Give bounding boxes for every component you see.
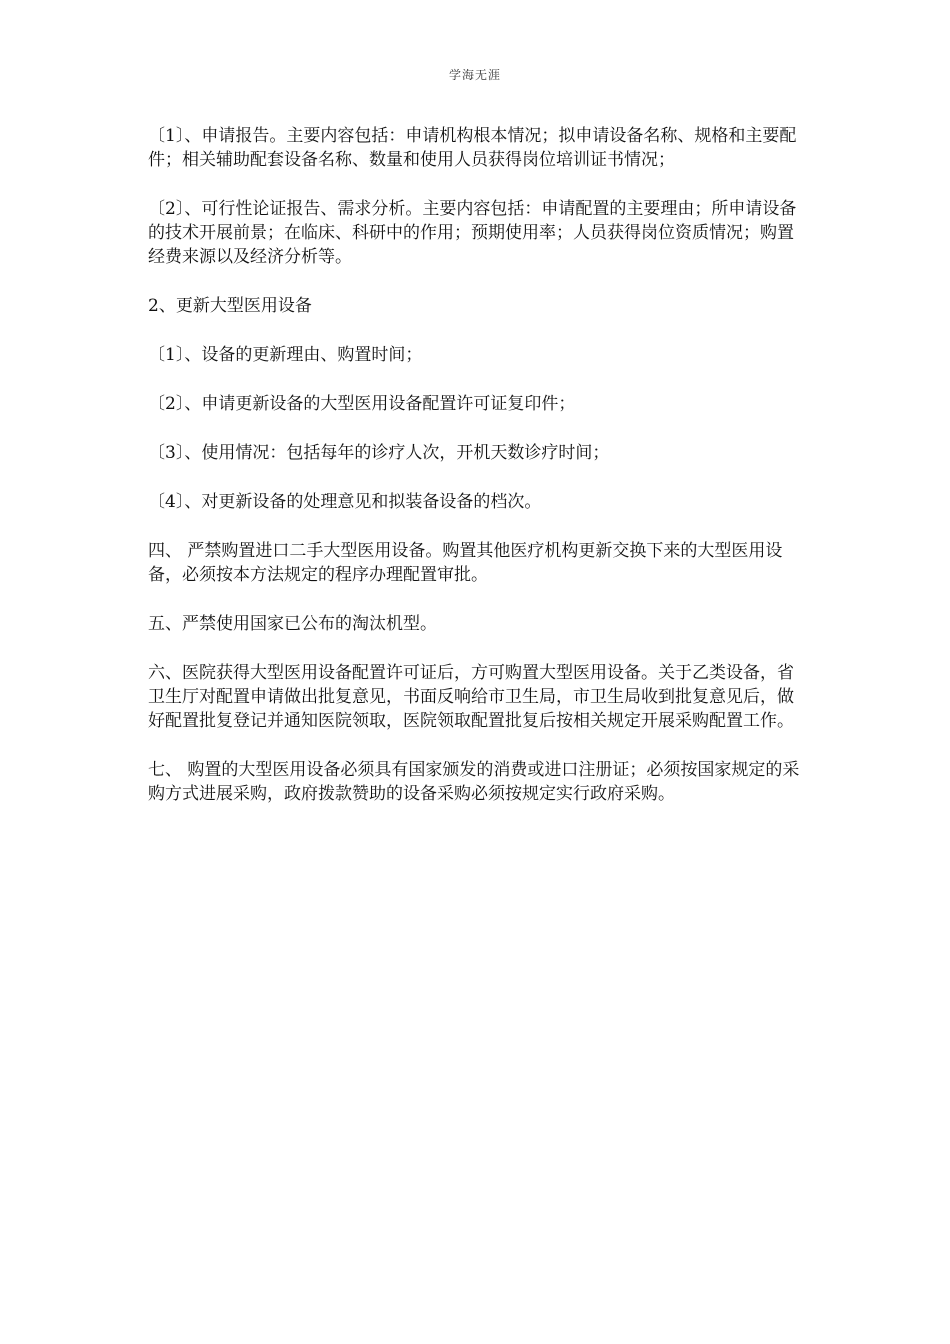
document-body <box>148 124 808 831</box>
paragraph-section-six: 六、医院获得大型医用设备配置许可证后，方可购置大型医用设备。关于乙类设备，省卫生厅对配置申请做出批复意见，书面反响给市卫生局，市卫生局收到批复意见后，做好配置批复登记并通知医院领取，医院领取配置批复后按相关规定开展采购配置工作。 <box>148 663 794 731</box>
section-heading-update-equipment: 2、更新大型医用设备 <box>148 296 312 316</box>
paragraph-disposal-opinion: 〔4〕、对更新设备的处理意见和拟装备设备的档次。 <box>148 492 542 512</box>
page-header: 学海无涯 <box>448 68 501 82</box>
paragraph-update-reason: 〔1〕、设备的更新理由、购置时间； <box>148 345 423 365</box>
paragraph-section-four: 四、 严禁购置进口二手大型医用设备。购置其他医疗机构更新交换下来的大型医用设备，必须按本方法规定的程序办理配置审批。 <box>148 541 783 585</box>
paragraph-section-seven: 七、 购置的大型医用设备必须具有国家颁发的消费或进口注册证；必须按国家规定的采购方式进展采购，政府拨款赞助的设备采购必须按规定实行政府采购。 <box>148 760 800 804</box>
paragraph-section-five: 五、严禁使用国家已公布的淘汰机型。 <box>148 614 437 634</box>
paragraph-license-copy: 〔2〕、申请更新设备的大型医用设备配置许可证复印件； <box>148 394 576 414</box>
paragraph-feasibility-report: 〔2〕、可行性论证报告、需求分析。主要内容包括：申请配置的主要理由；所申请设备的技术开展前景；在临床、科研中的作用；预期使用率；人员获得岗位资质情况；购置经费来源以及经济分析等。 <box>148 199 797 267</box>
paragraph-application-report: 〔1〕、申请报告。主要内容包括：申请机构根本情况；拟申请设备名称、规格和主要配件；相关辅助配套设备名称、数量和使用人员获得岗位培训证书情况； <box>148 126 797 170</box>
paragraph-usage: 〔3〕、使用情况：包括每年的诊疗人次，开机天数诊疗时间； <box>148 443 610 463</box>
